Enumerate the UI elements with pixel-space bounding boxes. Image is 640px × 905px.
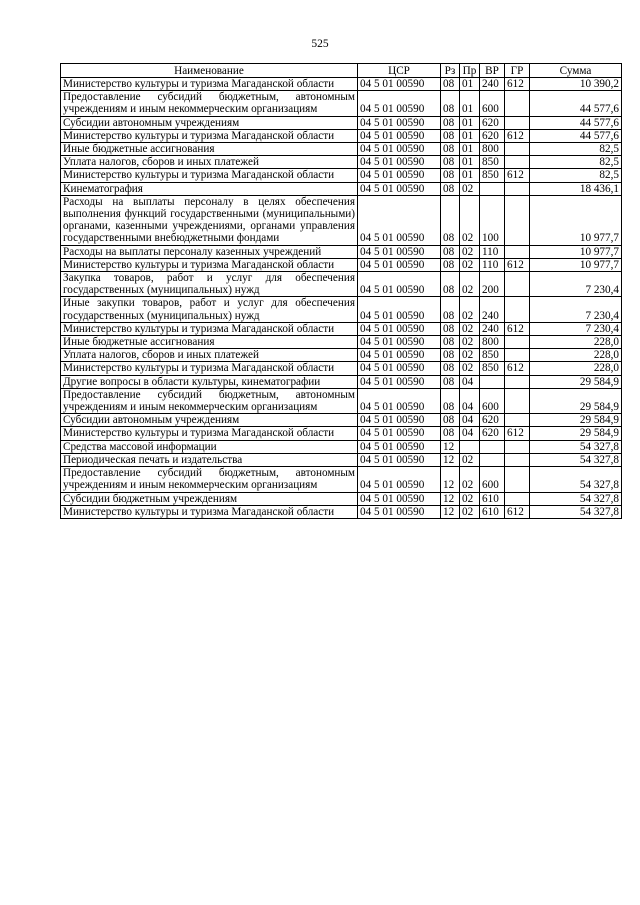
cell-sum: 228,0 xyxy=(530,336,622,349)
cell-rz: 12 xyxy=(441,467,460,492)
cell-name: Министерство культуры и туризма Магаданской области xyxy=(61,505,358,518)
cell-vr: 110 xyxy=(480,245,505,258)
cell-vr: 800 xyxy=(480,336,505,349)
cell-gr xyxy=(505,143,530,156)
cell-gr xyxy=(505,375,530,388)
table-row xyxy=(61,297,622,322)
table-row xyxy=(61,492,622,505)
header-name: Наименование xyxy=(61,64,358,78)
cell-name: Предоставление субсидий бюджетным, автономным учреждениям и иным некоммерческим организациям xyxy=(61,91,358,116)
cell-rz: 08 xyxy=(441,116,460,129)
header-csr: ЦСР xyxy=(358,64,441,78)
cell-pr: 02 xyxy=(460,453,480,466)
cell-rz: 12 xyxy=(441,440,460,453)
table-row xyxy=(61,414,622,427)
cell-rz: 08 xyxy=(441,169,460,182)
cell-pr: 02 xyxy=(460,362,480,375)
cell-name: Иные бюджетные ассигнования xyxy=(61,143,358,156)
cell-sum: 10 390,2 xyxy=(530,78,622,91)
cell-rz: 08 xyxy=(441,129,460,142)
cell-sum: 54 327,8 xyxy=(530,505,622,518)
cell-csr: 04 5 01 00590 xyxy=(358,375,441,388)
cell-vr: 850 xyxy=(480,156,505,169)
cell-rz: 08 xyxy=(441,143,460,156)
cell-name: Иные закупки товаров, работ и услуг для обеспечения государственных (муниципальных) нужд xyxy=(61,297,358,322)
cell-pr: 01 xyxy=(460,169,480,182)
cell-gr xyxy=(505,245,530,258)
cell-name: Кинематография xyxy=(61,182,358,195)
cell-gr: 612 xyxy=(505,362,530,375)
cell-rz: 08 xyxy=(441,427,460,440)
cell-csr: 04 5 01 00590 xyxy=(358,505,441,518)
cell-rz: 08 xyxy=(441,245,460,258)
cell-name: Предоставление субсидий бюджетным, автономным учреждениям и иным некоммерческим организациям xyxy=(61,467,358,492)
cell-rz: 12 xyxy=(441,505,460,518)
cell-pr: 04 xyxy=(460,388,480,413)
cell-vr: 850 xyxy=(480,349,505,362)
cell-vr: 240 xyxy=(480,322,505,335)
cell-sum: 82,5 xyxy=(530,169,622,182)
cell-gr xyxy=(505,195,530,245)
table-row xyxy=(61,182,622,195)
cell-gr: 612 xyxy=(505,78,530,91)
cell-csr: 04 5 01 00590 xyxy=(358,322,441,335)
cell-csr: 04 5 01 00590 xyxy=(358,258,441,271)
cell-sum: 10 977,7 xyxy=(530,195,622,245)
cell-csr: 04 5 01 00590 xyxy=(358,336,441,349)
cell-gr: 612 xyxy=(505,258,530,271)
cell-pr: 02 xyxy=(460,245,480,258)
cell-csr: 04 5 01 00590 xyxy=(358,169,441,182)
cell-sum: 228,0 xyxy=(530,349,622,362)
cell-vr: 800 xyxy=(480,143,505,156)
table-row xyxy=(61,258,622,271)
table-row xyxy=(61,169,622,182)
cell-pr: 02 xyxy=(460,297,480,322)
cell-sum: 7 230,4 xyxy=(530,322,622,335)
cell-csr: 04 5 01 00590 xyxy=(358,143,441,156)
cell-rz: 08 xyxy=(441,414,460,427)
cell-sum: 82,5 xyxy=(530,143,622,156)
cell-vr xyxy=(480,182,505,195)
cell-name: Министерство культуры и туризма Магаданской области xyxy=(61,322,358,335)
cell-pr: 01 xyxy=(460,129,480,142)
cell-csr: 04 5 01 00590 xyxy=(358,78,441,91)
table-row xyxy=(61,453,622,466)
cell-name: Министерство культуры и туризма Магаданской области xyxy=(61,362,358,375)
table-row xyxy=(61,195,622,245)
cell-sum: 7 230,4 xyxy=(530,272,622,297)
cell-vr: 610 xyxy=(480,492,505,505)
cell-vr: 240 xyxy=(480,78,505,91)
cell-vr xyxy=(480,375,505,388)
cell-sum: 54 327,8 xyxy=(530,453,622,466)
cell-pr: 04 xyxy=(460,414,480,427)
cell-rz: 12 xyxy=(441,453,460,466)
cell-csr: 04 5 01 00590 xyxy=(358,467,441,492)
cell-rz: 08 xyxy=(441,182,460,195)
cell-gr xyxy=(505,414,530,427)
cell-gr xyxy=(505,440,530,453)
cell-csr: 04 5 01 00590 xyxy=(358,195,441,245)
cell-pr: 02 xyxy=(460,349,480,362)
header-gr: ГР xyxy=(505,64,530,78)
cell-gr xyxy=(505,297,530,322)
cell-name: Периодическая печать и издательства xyxy=(61,453,358,466)
cell-name: Другие вопросы в области культуры, кинематографии xyxy=(61,375,358,388)
cell-pr: 02 xyxy=(460,195,480,245)
cell-pr xyxy=(460,440,480,453)
cell-pr: 02 xyxy=(460,272,480,297)
cell-rz: 08 xyxy=(441,195,460,245)
cell-sum: 10 977,7 xyxy=(530,245,622,258)
cell-csr: 04 5 01 00590 xyxy=(358,129,441,142)
cell-name: Иные бюджетные ассигнования xyxy=(61,336,358,349)
cell-name: Средства массовой информации xyxy=(61,440,358,453)
cell-gr xyxy=(505,272,530,297)
cell-vr: 200 xyxy=(480,272,505,297)
cell-name: Расходы на выплаты персоналу в целях обеспечения выполнения функций государственными (муниципальными) органами, казенными учреждениями, органами управления государственными внебюджетными фондами xyxy=(61,195,358,245)
cell-pr: 04 xyxy=(460,375,480,388)
cell-name: Субсидии автономным учреждениям xyxy=(61,116,358,129)
cell-vr: 240 xyxy=(480,297,505,322)
cell-rz: 08 xyxy=(441,362,460,375)
cell-sum: 29 584,9 xyxy=(530,388,622,413)
cell-pr: 01 xyxy=(460,116,480,129)
cell-rz: 12 xyxy=(441,492,460,505)
cell-rz: 08 xyxy=(441,272,460,297)
cell-pr: 01 xyxy=(460,156,480,169)
cell-vr xyxy=(480,453,505,466)
cell-vr xyxy=(480,440,505,453)
cell-pr: 02 xyxy=(460,505,480,518)
table-row xyxy=(61,362,622,375)
budget-table xyxy=(60,63,622,519)
cell-gr xyxy=(505,492,530,505)
cell-csr: 04 5 01 00590 xyxy=(358,414,441,427)
cell-sum: 44 577,6 xyxy=(530,129,622,142)
header-pr: Пр xyxy=(460,64,480,78)
cell-vr: 620 xyxy=(480,427,505,440)
cell-csr: 04 5 01 00590 xyxy=(358,156,441,169)
cell-gr: 612 xyxy=(505,427,530,440)
cell-gr xyxy=(505,467,530,492)
cell-name: Предоставление субсидий бюджетным, автономным учреждениям и иным некоммерческим организациям xyxy=(61,388,358,413)
cell-pr: 01 xyxy=(460,78,480,91)
header-rz: Рз xyxy=(441,64,460,78)
cell-name: Субсидии автономным учреждениям xyxy=(61,414,358,427)
table-row xyxy=(61,467,622,492)
cell-pr: 04 xyxy=(460,427,480,440)
cell-gr: 612 xyxy=(505,505,530,518)
cell-vr: 600 xyxy=(480,467,505,492)
cell-vr: 100 xyxy=(480,195,505,245)
cell-pr: 01 xyxy=(460,91,480,116)
table-row xyxy=(61,322,622,335)
cell-vr: 620 xyxy=(480,414,505,427)
cell-rz: 08 xyxy=(441,349,460,362)
cell-csr: 04 5 01 00590 xyxy=(358,440,441,453)
cell-rz: 08 xyxy=(441,297,460,322)
cell-vr: 850 xyxy=(480,362,505,375)
cell-name: Министерство культуры и туризма Магаданской области xyxy=(61,427,358,440)
cell-rz: 08 xyxy=(441,91,460,116)
cell-sum: 54 327,8 xyxy=(530,467,622,492)
cell-name: Уплата налогов, сборов и иных платежей xyxy=(61,349,358,362)
header-vr: ВР xyxy=(480,64,505,78)
cell-gr xyxy=(505,453,530,466)
cell-csr: 04 5 01 00590 xyxy=(358,297,441,322)
cell-name: Уплата налогов, сборов и иных платежей xyxy=(61,156,358,169)
table-row xyxy=(61,440,622,453)
cell-csr: 04 5 01 00590 xyxy=(358,182,441,195)
table-row xyxy=(61,272,622,297)
table-row xyxy=(61,156,622,169)
cell-vr: 850 xyxy=(480,169,505,182)
cell-rz: 08 xyxy=(441,156,460,169)
cell-csr: 04 5 01 00590 xyxy=(358,91,441,116)
cell-rz: 08 xyxy=(441,336,460,349)
cell-vr: 600 xyxy=(480,91,505,116)
cell-rz: 08 xyxy=(441,322,460,335)
table-body xyxy=(61,78,622,519)
cell-vr: 110 xyxy=(480,258,505,271)
cell-csr: 04 5 01 00590 xyxy=(358,116,441,129)
cell-rz: 08 xyxy=(441,78,460,91)
cell-sum: 29 584,9 xyxy=(530,414,622,427)
cell-sum: 54 327,8 xyxy=(530,440,622,453)
cell-gr xyxy=(505,156,530,169)
cell-sum: 10 977,7 xyxy=(530,258,622,271)
cell-csr: 04 5 01 00590 xyxy=(358,492,441,505)
cell-gr xyxy=(505,182,530,195)
cell-gr: 612 xyxy=(505,322,530,335)
cell-sum: 7 230,4 xyxy=(530,297,622,322)
cell-name: Закупка товаров, работ и услуг для обеспечения государственных (муниципальных) нужд xyxy=(61,272,358,297)
cell-gr xyxy=(505,349,530,362)
cell-csr: 04 5 01 00590 xyxy=(358,388,441,413)
cell-csr: 04 5 01 00590 xyxy=(358,272,441,297)
cell-gr xyxy=(505,336,530,349)
cell-csr: 04 5 01 00590 xyxy=(358,245,441,258)
cell-sum: 228,0 xyxy=(530,362,622,375)
cell-pr: 02 xyxy=(460,336,480,349)
cell-name: Министерство культуры и туризма Магаданской области xyxy=(61,169,358,182)
table-row xyxy=(61,116,622,129)
cell-gr xyxy=(505,388,530,413)
cell-rz: 08 xyxy=(441,375,460,388)
header-sum: Сумма xyxy=(530,64,622,78)
cell-vr: 620 xyxy=(480,116,505,129)
cell-gr xyxy=(505,91,530,116)
cell-name: Расходы на выплаты персоналу казенных учреждений xyxy=(61,245,358,258)
table-row xyxy=(61,143,622,156)
cell-name: Министерство культуры и туризма Магаданской области xyxy=(61,78,358,91)
cell-name: Министерство культуры и туризма Магаданской области xyxy=(61,258,358,271)
cell-sum: 29 584,9 xyxy=(530,427,622,440)
table-row xyxy=(61,129,622,142)
table-row xyxy=(61,375,622,388)
cell-vr: 600 xyxy=(480,388,505,413)
table-row xyxy=(61,349,622,362)
cell-gr: 612 xyxy=(505,129,530,142)
cell-sum: 54 327,8 xyxy=(530,492,622,505)
table-row xyxy=(61,505,622,518)
table-row xyxy=(61,427,622,440)
cell-gr: 612 xyxy=(505,169,530,182)
cell-csr: 04 5 01 00590 xyxy=(358,453,441,466)
cell-pr: 02 xyxy=(460,258,480,271)
cell-csr: 04 5 01 00590 xyxy=(358,349,441,362)
cell-rz: 08 xyxy=(441,258,460,271)
cell-pr: 02 xyxy=(460,182,480,195)
table-row xyxy=(61,245,622,258)
cell-gr xyxy=(505,116,530,129)
cell-csr: 04 5 01 00590 xyxy=(358,362,441,375)
page-number: 525 xyxy=(311,38,329,50)
cell-pr: 02 xyxy=(460,492,480,505)
cell-vr: 620 xyxy=(480,129,505,142)
cell-sum: 82,5 xyxy=(530,156,622,169)
table-row xyxy=(61,91,622,116)
cell-sum: 44 577,6 xyxy=(530,91,622,116)
cell-vr: 610 xyxy=(480,505,505,518)
cell-pr: 02 xyxy=(460,467,480,492)
cell-pr: 01 xyxy=(460,143,480,156)
cell-rz: 08 xyxy=(441,388,460,413)
cell-sum: 29 584,9 xyxy=(530,375,622,388)
table-row xyxy=(61,78,622,91)
table-row xyxy=(61,388,622,413)
table-row xyxy=(61,336,622,349)
cell-sum: 18 436,1 xyxy=(530,182,622,195)
cell-sum: 44 577,6 xyxy=(530,116,622,129)
cell-name: Субсидии бюджетным учреждениям xyxy=(61,492,358,505)
cell-name: Министерство культуры и туризма Магаданской области xyxy=(61,129,358,142)
table-header-row xyxy=(61,64,622,78)
cell-csr: 04 5 01 00590 xyxy=(358,427,441,440)
cell-pr: 02 xyxy=(460,322,480,335)
